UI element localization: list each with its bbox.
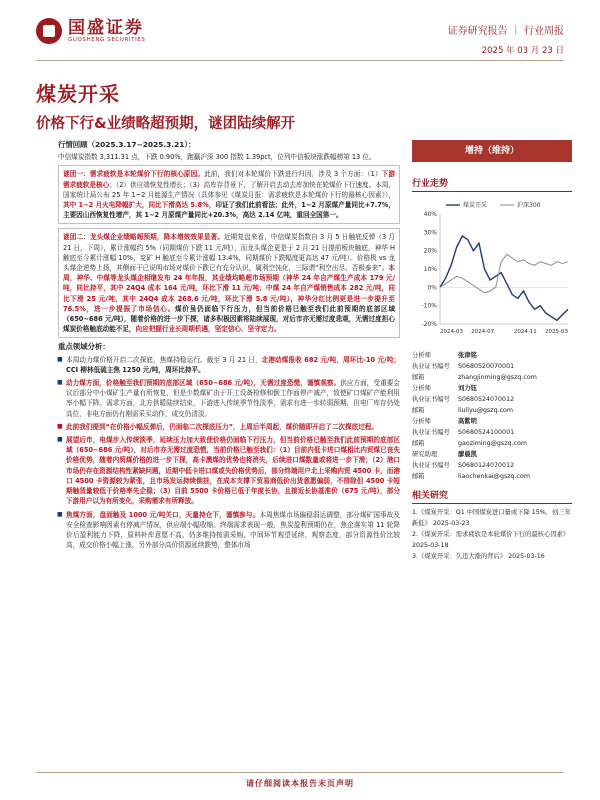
analyst-value: 刘力钰 [458, 385, 477, 392]
analyst-row [412, 416, 572, 427]
y-tick-label: 30% [423, 229, 437, 237]
summary-text: 中信煤炭指数 3,311.31 点，下跌 0.90%，跑赢沪深 300 指数 1.39pct，位列中信板块涨跌幅榜第 13 位。 [58, 153, 376, 162]
page-footer: 请仔细阅读本报告末页声明 [246, 779, 354, 788]
analyst-role: 研究助理 [412, 451, 438, 458]
main-column [58, 140, 400, 553]
x-tick-label: 2024-07 [471, 329, 495, 335]
logo-en: GUOSHENG SECURITIES [68, 37, 146, 43]
analyst-row [412, 460, 572, 471]
analyst-row [412, 427, 572, 438]
second-dip-text: 此前我们提到“在价格小幅反弹后，仍面临二次探底压力”，上周后半周起，煤价随即开启了二次探底过程。 [66, 422, 378, 431]
focus-bullet-second-dip [58, 422, 400, 432]
analyst-value: liaochenkai@gszq.com [458, 473, 530, 480]
focus-bullet-coking [58, 510, 400, 551]
focus-bullet-price [58, 355, 400, 375]
focus-bullet-outlook [58, 435, 400, 506]
analyst-row [412, 383, 572, 394]
trend-chart [412, 196, 572, 346]
mystery-two-highlight-b: 神华分红比例更是进一步提升至 76.5%，进一步提振了市场信心。 [63, 294, 395, 313]
analyst-value: zhangjinming@gszq.com [458, 374, 537, 381]
analyst-value: S0680124070012 [458, 462, 515, 469]
analyst-row [412, 361, 572, 372]
analyst-list [412, 350, 572, 482]
mystery-two-highlight-a: 本周，神华、中煤等龙头煤企相继发布 24 年年报，其业绩均略超市场预期（神华 24 年自产煤生产成本 179 元/吨，同比持平，其中 24Q4 成本 164 元/吨，环比下滑 11 元/吨；中煤 24 年自产煤销售成本 282 元/吨，同比下滑 25 元/吨，其中 24Q4 成本 268.6 元/吨，环比下滑 5.8 元/吨）， [63, 264, 395, 303]
footer-divider [36, 772, 564, 773]
report-date: 2025 年 03 月 23 日 [481, 46, 564, 56]
series-line-coal [440, 236, 568, 320]
related-list [412, 507, 572, 562]
mystery-two-box [58, 228, 400, 338]
focus-price-thermal: 北港动煤报收 682 元/吨，周环比-10 元/吨； [261, 355, 400, 364]
focus-price-text: 本周动力煤价格开启二次探底，焦煤持稳运行。截至 3 月 21 日， [66, 355, 262, 364]
header-divider [36, 60, 564, 61]
mystery-one-text-a: 此前，我们对本轮煤价下跌进行归因，涉及 3 个方面：（1） [204, 170, 382, 179]
related-item[interactable]: 2.《煤炭开采：需求疲软是本轮煤价下行的最核心因素》 2025-03-18 [412, 531, 570, 549]
page-header [0, 0, 600, 66]
analyst-value: S0680524070012 [458, 396, 515, 403]
coking-text: 本周焦煤市场偏稳弱运调整，部分煤矿国事故及安全检查影响因素有停减产情况，供应端小幅收缩。终端需求表现一般，焦炭盈利预期仍在，焦企落实第 11 轮降价后盈利能力下降，原料补库意愿不高，仍多维持按需采购，中间环节观望延续，观察态度，部分资源性价比较高，成交价格小幅上涨，另外部分高价资源延续跌势，整体市场 [66, 510, 401, 550]
x-tick-label: 2024-11 [513, 329, 537, 335]
mystery-one-box [58, 165, 400, 224]
thermal-text: 供应方面，受重要会议后部分中小煤矿生产量有所恢复，但是少数煤矿由于开工设备检修和倒工作面停产减产，致使矿口煤矿产能利用率小幅下降。需求方面，北方供暖陆续结束，下游进入传统季节性淡季，需求有进一步转弱预期，但电厂库存仍处高位，非电方面仍有刚需采买动作，成交仍清淡。 [66, 379, 400, 418]
legend-label-coal: 煤炭开采 [463, 202, 488, 209]
analyst-value: S0680524100001 [458, 429, 515, 436]
thermal-head: 动力煤方面，价格触至我们预期的底部区域（650~686 元/吨），无需过度恐慌，谨慎观察。 [66, 379, 341, 388]
analyst-role: 执业证书编号 [412, 363, 450, 370]
page-subtitle: 价格下行&业绩略超预期，谜团陆续解开 [36, 116, 296, 132]
analyst-role: 邮箱 [412, 374, 425, 381]
focus-bullet-thermal [58, 378, 400, 419]
analyst-role: 邮箱 [412, 407, 425, 414]
page-title: 煤炭开采 [36, 82, 120, 106]
mystery-two-highlight-c: 向应把握行业长周期机遇，坚定信心、坚守定力。 [135, 325, 281, 334]
y-tick-label: 20% [423, 247, 437, 255]
related-item[interactable]: 3.《煤炭开采：久违大涨的背后》 2025-03-16 [412, 553, 545, 560]
side-column [412, 140, 572, 562]
analyst-row [412, 394, 572, 405]
y-tick-label: 40% [423, 211, 437, 218]
mystery-one-highlight-b: 其中 1~2 月火电降幅扩大，同比下滑高达 5.8%， [63, 201, 216, 210]
analyst-role: 邮箱 [412, 473, 425, 480]
analyst-value: gaoziming@gszq.com [458, 440, 527, 447]
analyst-role: 分析师 [412, 418, 431, 425]
rating-badge: 增持（维持） [412, 140, 572, 162]
analyst-row [412, 438, 572, 449]
analyst-role: 执业证书编号 [412, 429, 450, 436]
trend-heading: 行业走势 [412, 176, 572, 192]
mystery-two-text-b: 煤价虽仍面临下行压力，但当前价格已触至我们此前预期的底部区域（650~686 元/吨），随着价格的进一步下探，诸多积极因素将陆续展现，对后市亦无需过度悲观，无需过度担心煤炭价格触底动能不足， [63, 304, 396, 334]
mystery-one-highlight-a: 下游需求疲软是核心 [63, 170, 396, 189]
logo-mark-icon [36, 18, 62, 44]
trend-chart-svg [412, 196, 572, 346]
legend-label-csi300: 沪深300 [517, 202, 541, 209]
analyst-role: 执业证书编号 [412, 462, 450, 469]
series-line-csi300 [440, 254, 568, 292]
analyst-value: liuliyu@gszq.com [458, 407, 514, 414]
mystery-one-title: 谜团一：需求疲软是本轮煤价下行的核心原因。 [63, 170, 205, 179]
analyst-role: 邮箱 [412, 440, 425, 447]
y-tick-label: -10% [421, 302, 437, 310]
coking-head: 焦煤方面，盘面触及 1000 元/吨关口，天量持仓下，谨慎参与。 [66, 510, 260, 519]
analyst-role: 分析师 [412, 385, 431, 392]
focus-price-coking: CCI 柳林低硫主焦 1250 元/吨，周环比持平。 [66, 365, 205, 374]
analyst-role: 执业证书编号 [412, 396, 450, 403]
report-type: 证券研究报告 ｜ 行业周报 [447, 26, 564, 37]
mystery-one-text-c: 印证了我们此前看法；此外，1~2 月原煤产量同比+7.7%，主要因山西恢复性增产，其 1~2 月原煤产量同比+20.3%，高达 2.14 亿吨，重回全国第一。 [63, 201, 396, 220]
y-tick-label: 0% [427, 284, 437, 292]
analyst-row [412, 471, 572, 482]
analyst-value: S0680520070001 [458, 363, 515, 370]
mystery-two-text-a: 近期复盘来看，中信煤炭指数自 3 月 5 日触底反弹（3 月 21 日，下周），累计涨幅约 5%（同期煤价下跌 11 元/吨），而龙头煤企更是于 2 月 21 日提前板块触底，神华 H 触底至今累计涨幅 10%，兖矿 H 触底至今累计涨幅 13.4%，同期煤价下跌幅度更高达 47 元/吨）。价格极 vs 龙头煤企逆势上扬，其侧面干已说明市场对煤价下跌已有充分认识，属利空钝化，三际谓“利空出尽、否极泰来”。 [63, 233, 395, 273]
related-item[interactable]: 1.《煤炭开采：Q1 中国煤炭进口量或下降 15%，创三年新低》 2025-03-23 [412, 509, 571, 527]
mystery-one-text-b: ；（2）供应端恢复性增长；（3）高库存背景下，了解开启去动去库加快在轮煤价下行速度。本周，国家统计局公布 25 年 1~2 月能源生产情况（具体参见《煤炭月报：需求疲软是本轮煤价下行的最核心因素》）， [63, 180, 395, 199]
analyst-value: 高紫明 [458, 418, 477, 425]
company-logo [36, 18, 145, 44]
y-tick-label: -20% [421, 321, 437, 328]
related-heading: 相关研究 [412, 488, 572, 504]
analyst-row [412, 449, 572, 460]
analyst-value: 张津铭 [458, 352, 477, 359]
analyst-row [412, 372, 572, 383]
analyst-value: 廖晨凯 [458, 451, 477, 458]
analyst-row [412, 405, 572, 416]
mystery-two-title: 谜团二：龙头煤企业绩略超预期，降本增效效果显著。 [63, 233, 224, 242]
x-tick-label: 2025-03 [545, 329, 568, 335]
analyst-role: 分析师 [412, 352, 431, 359]
logo-cn: 国盛证券 [68, 18, 144, 38]
analyst-row [412, 350, 572, 361]
summary-heading: 行情回顾（2025.3.17~2025.3.21）： [58, 140, 196, 149]
focus-heading: 重点领域分析： [58, 342, 110, 352]
y-tick-label: 10% [423, 266, 437, 273]
x-tick-label: 2024-03 [440, 329, 463, 335]
outlook-text: 展望后市，电煤步入传统淡季，延续压力加大致使价格仍面临下行压力，但当前价格已触至我们此前预期的底部区域（650~686 元/吨），对后市亦无需过度恐慌，当前价格已触至我们：（1）目前内低卡进口煤相比内贸煤已丧失价格优势，随着内贸煤价格的进一步下探，高卡澳煤的优势也将消失，后续进口煤数量或将进一步下滑；（2）港口市场仍存在资源结构性紧缺问题，近期中低卡进口煤或失价格优势后，部分终端用户北上采购内贸 4500 卡，而港口 4500 卡资源较为紧张，且市场发运持续倒挂，在成本支撑下贸易商低价出货意愿偏弱，不排除但 4500 卡短期触货量较低于价格率先企稳；（3）目前 5500 卡价格已低于年度长协，且接近长协基准价（675 元/吨），部分下游用户以为有所变化，采购需求有所释放。 [66, 436, 400, 506]
